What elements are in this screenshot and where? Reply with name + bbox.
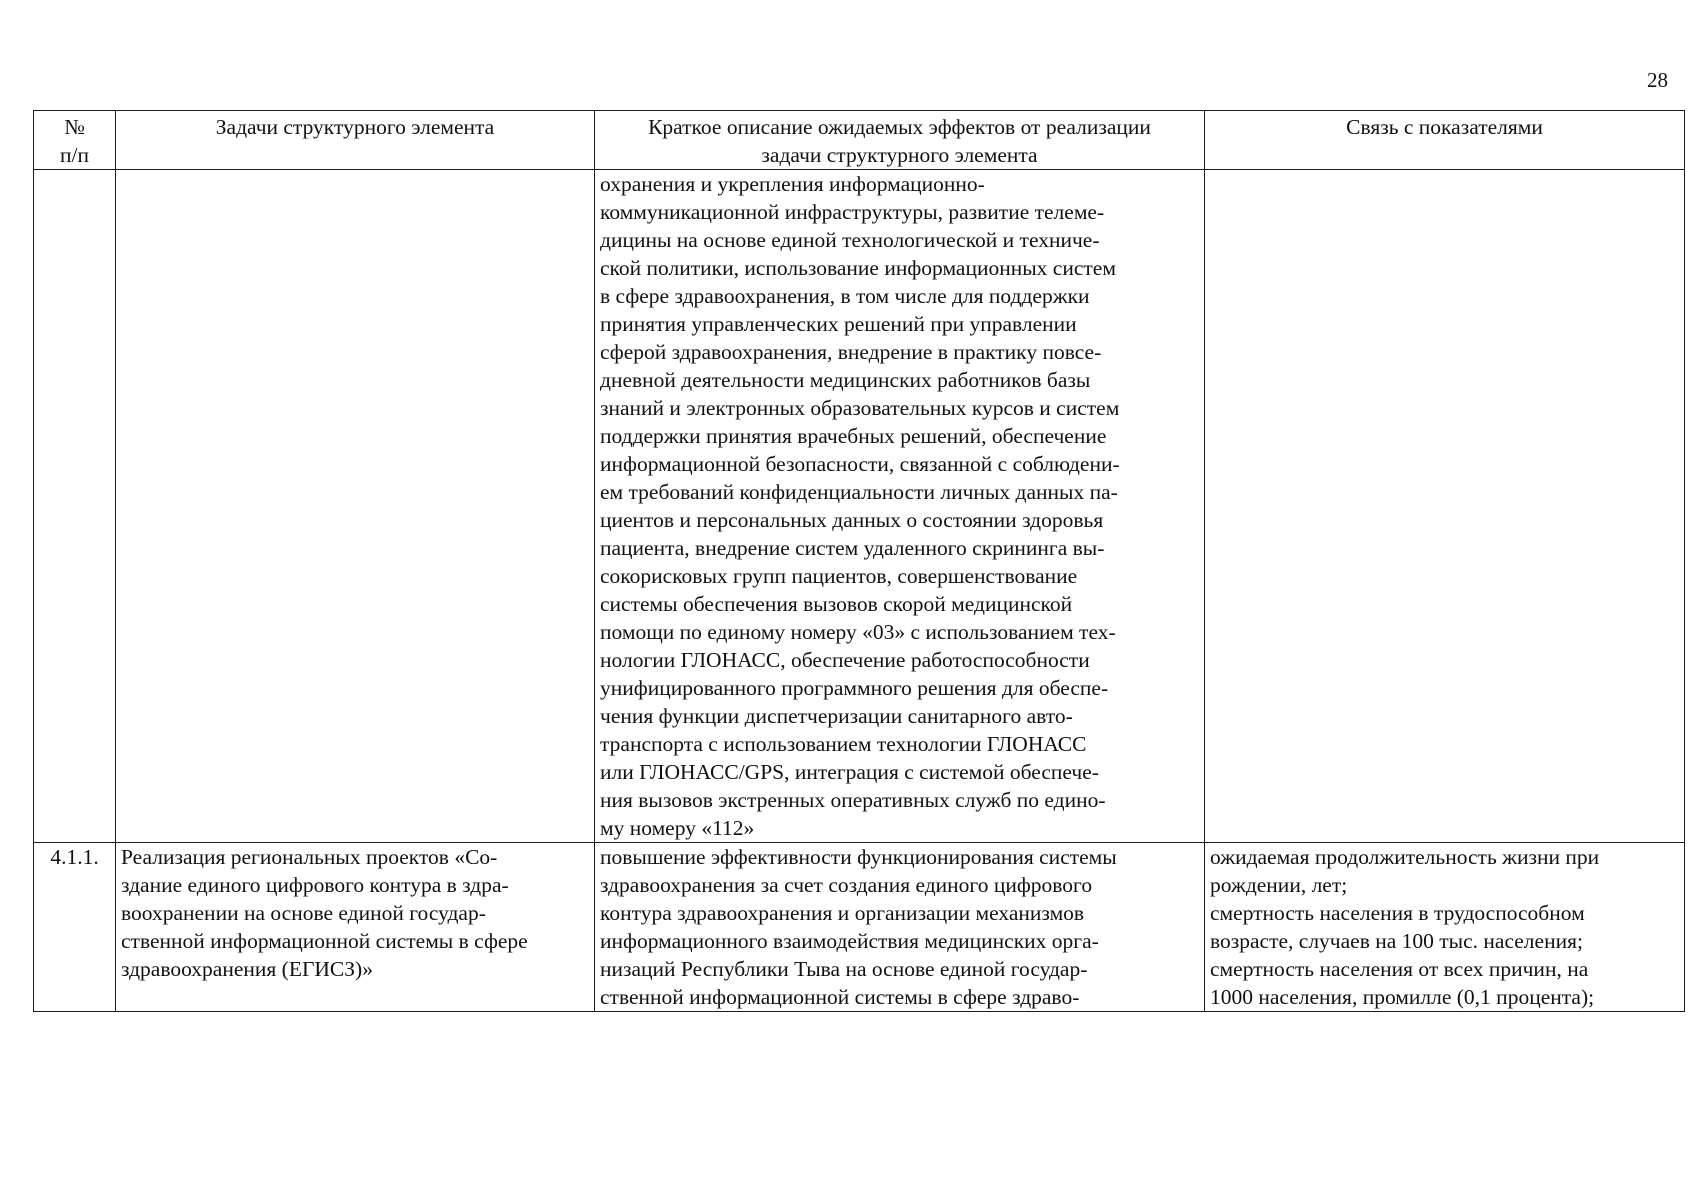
cell-line: циентов и персональных данных о состоянии здоровья <box>600 508 1104 532</box>
cell-line: 1000 населения, промилле (0,1 процента); <box>1210 985 1595 1009</box>
cell-line: здравоохранения (ЕГИСЗ)» <box>121 957 373 981</box>
cell-line: ской политики, использование информационных систем <box>600 256 1116 280</box>
cell-line: смертность населения в трудоспособном <box>1210 901 1585 925</box>
cell-line: в сфере здравоохранения, в том числе для поддержки <box>600 284 1090 308</box>
cell-line: помощи по единому номеру «03» с использованием тех- <box>600 620 1116 644</box>
row-task <box>116 843 595 1012</box>
cell-line: принятия управленческих решений при управлении <box>600 312 1077 336</box>
cell-line: нологии ГЛОНАСС, обеспечение работоспособности <box>600 648 1090 672</box>
table-header-row <box>34 111 1685 170</box>
cell-line: воохранении на основе единой государ- <box>121 901 486 925</box>
page-number: 28 <box>1647 68 1668 92</box>
cell-line: ния вызовов экстренных оперативных служб по едино- <box>600 788 1106 812</box>
header-tasks <box>116 111 595 170</box>
table-row <box>34 170 1685 843</box>
cell-line: ственной информационной системы в сфере <box>121 929 528 953</box>
table-body <box>34 170 1685 1012</box>
header-effects <box>595 111 1205 170</box>
cell-line: дицины на основе единой технологической и техниче- <box>600 228 1100 252</box>
cell-line: дневной деятельности медицинских работников базы <box>600 368 1091 392</box>
cell-line: смертность населения от всех причин, на <box>1210 957 1589 981</box>
cell-line: сокорисковых групп пациентов, совершенствование <box>600 564 1078 588</box>
row-number: 4.1.1. <box>34 843 116 1012</box>
cell-line: поддержки принятия врачебных решений, обеспечение <box>600 424 1107 448</box>
structural-element-table <box>33 110 1685 1012</box>
header-number <box>34 111 116 170</box>
row-indicators <box>1205 843 1685 1012</box>
header-tasks-label: Задачи структурного элемента <box>215 115 495 139</box>
cell-line: или ГЛОНАСС/GPS, интеграция с системой обеспече- <box>600 760 1099 784</box>
row-task <box>116 170 595 843</box>
header-indicators-label: Связь с показателями <box>1346 115 1543 139</box>
row-indicators <box>1205 170 1685 843</box>
row-effects <box>595 170 1205 843</box>
header-indicators <box>1205 111 1685 170</box>
cell-line: информационной безопасности, связанной с соблюдени- <box>600 452 1120 476</box>
cell-line: Реализация региональных проектов «Со- <box>121 845 498 869</box>
cell-line: контура здравоохранения и организации механизмов <box>600 901 1085 925</box>
header-number-line1: № <box>64 115 85 139</box>
header-effects-line2: задачи структурного элемента <box>761 143 1038 167</box>
cell-line: охранения и укрепления информационно- <box>600 172 985 196</box>
cell-line: сферой здравоохранения, внедрение в практику повсе- <box>600 340 1102 364</box>
cell-line: знаний и электронных образовательных курсов и систем <box>600 396 1120 420</box>
table-row <box>34 843 1685 1012</box>
cell-line: низаций Республики Тыва на основе единой государ- <box>600 957 1088 981</box>
cell-line: здравоохранения за счет создания единого цифрового <box>600 873 1093 897</box>
cell-line: чения функции диспетчеризации санитарного авто- <box>600 704 1073 728</box>
cell-line: здание единого цифрового контура в здра- <box>121 873 509 897</box>
header-number-line2: п/п <box>60 143 89 167</box>
cell-line: транспорта с использованием технологии ГЛОНАСС <box>600 732 1087 756</box>
cell-line: пациента, внедрение систем удаленного скрининга вы- <box>600 536 1105 560</box>
row-number <box>34 170 116 843</box>
cell-line: информационного взаимодействия медицинских орга- <box>600 929 1099 953</box>
cell-line: системы обеспечения вызовов скорой медицинской <box>600 592 1073 616</box>
cell-line: ственной информационной системы в сфере здраво- <box>600 985 1080 1009</box>
cell-line: рождении, лет; <box>1210 873 1348 897</box>
cell-line: ем требований конфиденциальности личных данных па- <box>600 480 1118 504</box>
cell-line: коммуникационной инфраструктуры, развитие телеме- <box>600 200 1105 224</box>
cell-line: возрасте, случаев на 100 тыс. населения; <box>1210 929 1583 953</box>
header-effects-line1: Краткое описание ожидаемых эффектов от реализации <box>648 115 1151 139</box>
row-effects <box>595 843 1205 1012</box>
cell-line: ожидаемая продолжительность жизни при <box>1210 845 1600 869</box>
cell-line: унифицированного программного решения для обеспе- <box>600 676 1109 700</box>
cell-line: му номеру «112» <box>600 816 755 840</box>
cell-line: повышение эффективности функционирования системы <box>600 845 1117 869</box>
